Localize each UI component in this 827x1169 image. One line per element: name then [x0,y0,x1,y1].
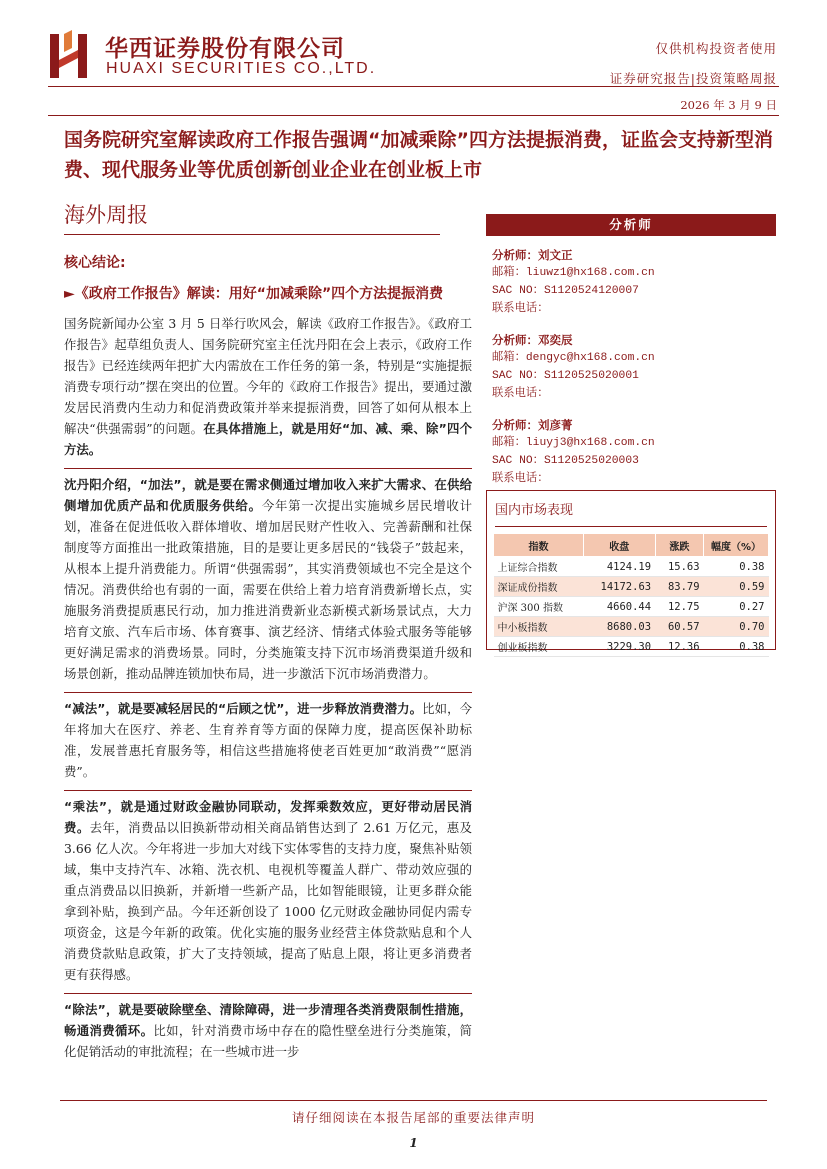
paragraph-bold: 沈丹阳介绍，“加法”，就是要在需求侧通过增加收入来扩大需求、在供给侧增加优质产品和优质服务供给。 [64,477,472,513]
analyst-phone: 联系电话： [492,473,549,485]
paragraph-divider [64,692,472,693]
paragraph-bold: “减法”，就是要减轻居民的“后顾之忧”，进一步释放消费潜力。 [64,701,423,716]
market-divider [495,526,767,527]
market-table [493,533,769,657]
analyst-card [492,246,776,318]
change-pct: 0.70 [704,617,769,637]
table-row [494,597,769,617]
index-name: 创业板指数 [494,637,584,657]
close-value: 3229.30 [583,637,655,657]
table-row [494,617,769,637]
analyst-email[interactable]: 邮箱：liuyj3@hx168.com.cn [492,437,655,449]
change-value: 12.36 [655,637,703,657]
paragraph-text: 去年，消费品以旧换新带动相关商品销售达到了 2.61 万亿元，惠及 3.66 亿人次。今年将进一步加大对线下实体零售的支持力度，聚焦补贴领域，集中支持汽车、冰箱、洗衣机、电视机等覆盖人群广、带动效应强的重点消费品以旧换新，并新增一些新产品，比如智能眼镜，让更多群众能拿到补贴，换到产品。今年还新创设了 1000 亿元财政金融协同促内需专项资金，这是今年新的政策。优化实施的服务业经营主体贷款贴息和个人消费贷款贴息政策，扩大了支持领域，提高了贴息上限，将让更多消费者更有获得感。 [64,820,473,982]
close-value: 8680.03 [583,617,655,637]
table-row [494,557,769,577]
table-header-row [494,534,769,557]
column-header: 指数 [494,534,584,557]
column-header: 涨跌 [655,534,703,557]
analyst-sac: SAC NO：S1120525020003 [492,455,639,467]
report-title: 国务院研究室解读政府工作报告强调“加减乘除”四方法提振消费，证监会支持新型消费、现代服务业等优质创新创业企业在创业板上市 [64,129,773,181]
change-pct: 0.38 [704,557,769,577]
index-name: 上证综合指数 [494,557,584,577]
analyst-sac: SAC NO：S1120525020001 [492,370,639,382]
market-title: 国内市场表现 [495,503,574,518]
paragraph-bold: 在具体措施上，就是用好“加、减、乘、除”四个方法。 [64,421,472,457]
report-type-divider [64,234,440,235]
analyst-name: 分析师：邓奕辰 [492,333,573,347]
analyst-name: 分析师：刘彦菁 [492,418,573,432]
header-divider [48,115,779,116]
change-value: 60.57 [655,617,703,637]
paragraph-multiplication [64,796,472,985]
change-value: 83.79 [655,577,703,597]
change-pct: 0.59 [704,577,769,597]
huaxi-logo-icon [50,30,94,78]
analyst-phone: 联系电话： [492,303,549,315]
paragraph-divider [64,993,472,994]
report-category: 证券研究报告|投资策略周报 [609,71,777,86]
analyst-name: 分析师：刘文正 [492,248,573,262]
paragraph-addition [64,474,472,684]
change-pct: 0.38 [704,637,769,657]
analyst-sac: SAC NO：S1120524120007 [492,285,639,297]
paragraph-text: 国务院新闻办公室 3 月 5 日举行吹风会，解读《政府工作报告》。《政府工作报告》起草组负责人、国务院研究室主任沈丹阳在会上表示，《政府工作报告》已经连续两年把扩大内需放在工作任务的第一条，特别是“实施提振消费专项行动”摆在突出的位置。今年的《政府工作报告》提出，要通过激发居民消费内生动力和促消费政策并举来提振消费，回答了如何从根本上解决“供强需弱”的问题。 [64,316,472,436]
paragraph-text: 今年第一次提出实施城乡居民增收计划，准备在促进低收入群体增收、增加居民财产性收入、完善薪酬和社保制度等方面推出一批政策措施，目的是要让更多居民的“钱袋子”鼓起来，从根本上提升消费能力。所谓“供强需弱”，其实消费领域也不完全是这个情况。消费供给也有弱的一面，需要在供给上着力培育消费新增长点，实施服务消费提质惠民行动，加力推进消费新业态新模式新场景试点，大力培育文旅、汽车后市场、体育赛事、演艺经济、情绪式体验式服务等能够更好满足需求的消费场景。同时，分类施策支持下沉市场消费渠道升级和场景创新，推动品牌连锁加快布局，进一步激活下沉市场消费潜力。 [64,498,473,681]
section-subhead: ►《政府工作报告》解读：用好“加减乘除”四个方法提振消费 [64,286,444,302]
close-value: 14172.63 [583,577,655,597]
analyst-email[interactable]: 邮箱：liuwz1@hx168.com.cn [492,267,655,279]
paragraph-text: 比如，针对消费市场中存在的隐性壁垒进行分类施策，简化促销活动的审批流程；在一些城市进一步 [64,1023,473,1059]
page-number: 1 [409,1136,418,1150]
company-name-cn: 华西证券股份有限公司 [105,36,345,62]
table-row [494,637,769,657]
paragraph-divider [64,468,472,469]
report-date: 2026 年 3 月 9 日 [680,98,777,112]
analyst-panel-heading: 分析师 [486,214,776,236]
paragraph-bold: “乘法”，就是通过财政金融协同联动，发挥乘数效应，更好带动居民消费。 [64,799,472,835]
paragraph-divider [64,790,472,791]
table-row [494,577,769,597]
paragraph-text: 比如，今年将加大在医疗、养老、生育养育等方面的保障力度，提高医保补助标准，发展普惠托育服务等，相信这些措施将使老百姓更加“敢消费”“愿消费”。 [64,701,473,779]
index-name: 深证成份指数 [494,577,584,597]
change-pct: 0.27 [704,597,769,617]
analyst-email[interactable]: 邮箱：dengyc@hx168.com.cn [492,352,655,364]
change-value: 12.75 [655,597,703,617]
legal-notice: 请仔细阅读在本报告尾部的重要法律声明 [291,1110,535,1125]
index-name: 中小板指数 [494,617,584,637]
change-value: 15.63 [655,557,703,577]
header-divider [48,86,779,87]
paragraph-intro [64,313,472,460]
close-value: 4660.44 [583,597,655,617]
report-type: 海外周报 [64,203,148,227]
footer-divider [60,1100,767,1101]
close-value: 4124.19 [583,557,655,577]
paragraph-bold: “除法”，就是要破除壁垒、清除障碍，进一步清理各类消费限制性措施，畅通消费循环。 [64,1002,472,1038]
paragraph-subtraction [64,698,472,782]
market-performance-box [486,490,776,654]
index-name: 沪深 300 指数 [494,597,584,617]
analyst-card [492,331,776,403]
company-name-en: HUAXI SECURITIES CO.,LTD. [106,60,377,77]
audience-label: 仅供机构投资者使用 [655,41,777,56]
paragraph-division [64,999,472,1062]
analyst-phone: 联系电话： [492,388,549,400]
analyst-card [492,416,776,488]
column-header: 幅度（%） [704,534,769,557]
main-content [64,252,472,1062]
core-conclusion-label: 核心结论: [64,255,126,271]
analyst-panel [486,214,776,488]
column-header: 收盘 [583,534,655,557]
